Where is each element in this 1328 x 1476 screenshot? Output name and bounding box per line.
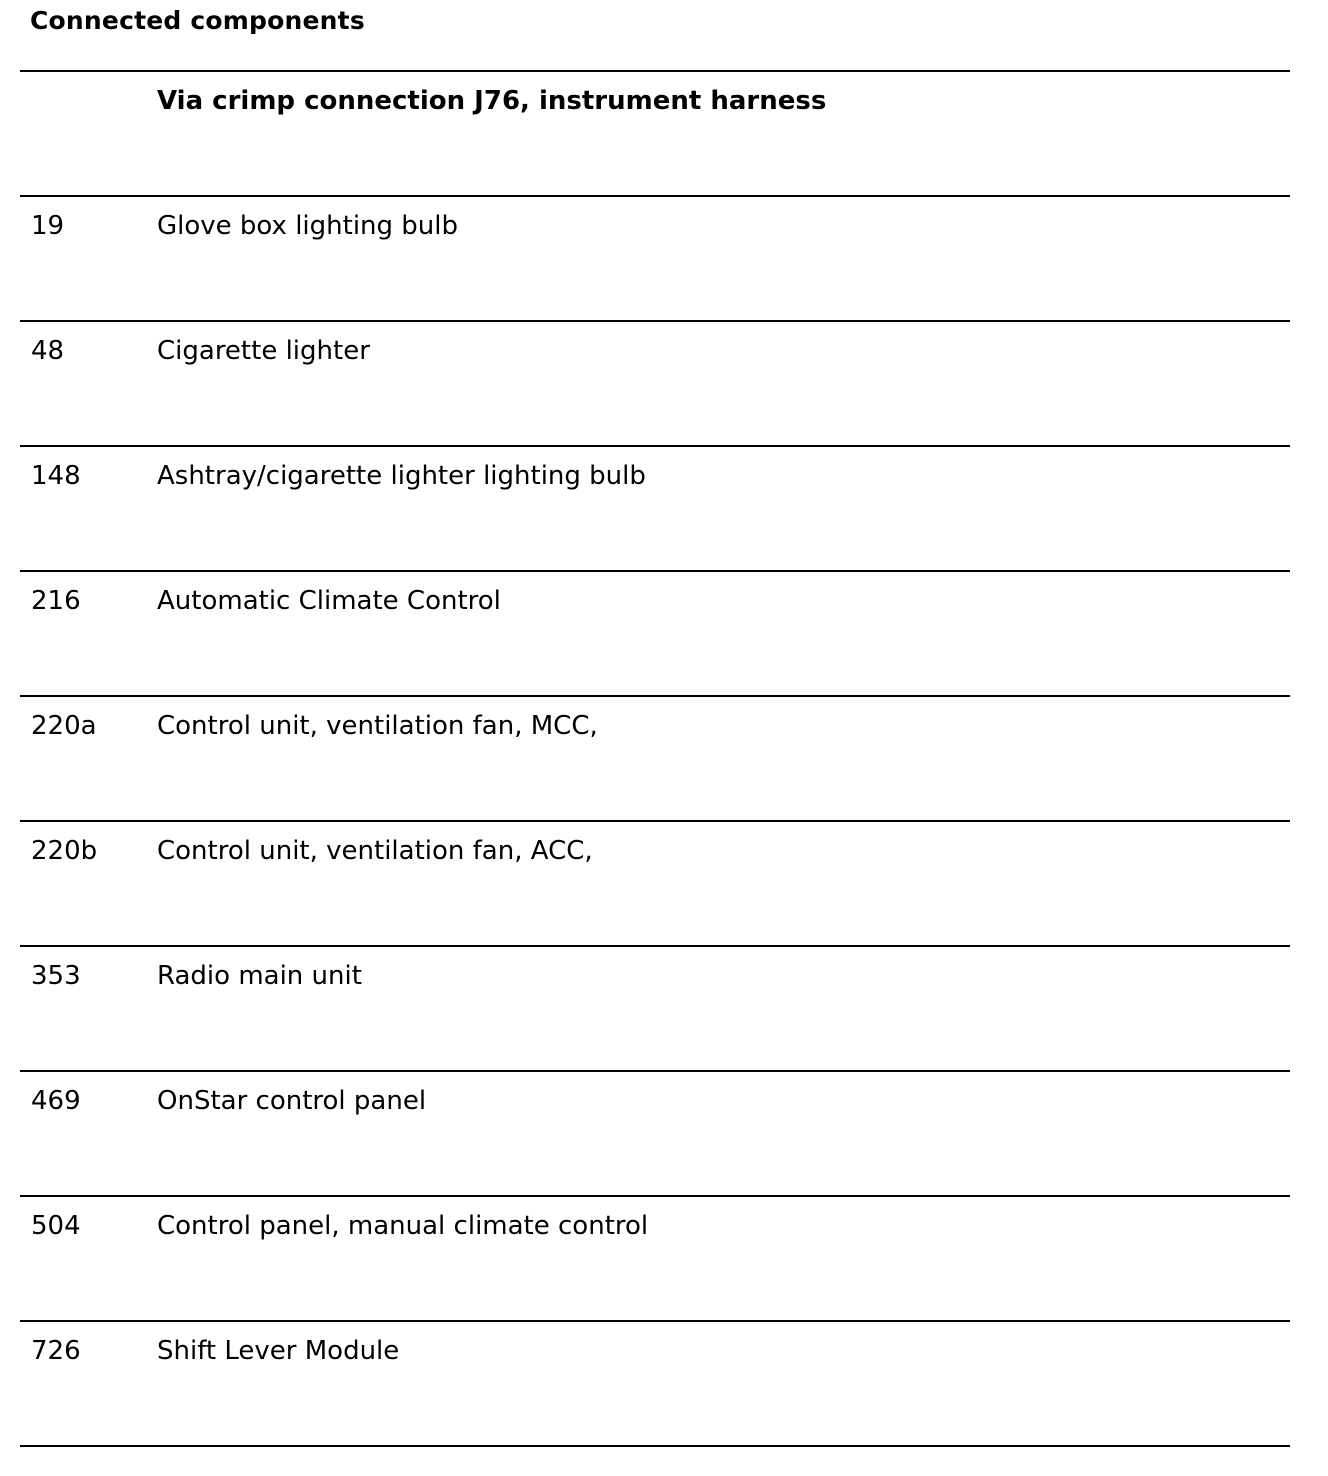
component-code: 469 [31, 1086, 81, 1116]
table-row [20, 445, 1290, 570]
table-row [20, 820, 1290, 945]
component-code: 220a [31, 711, 97, 741]
component-code: 220b [31, 836, 98, 866]
table-row [20, 1320, 1290, 1447]
component-description: Radio main unit [157, 961, 362, 991]
component-code: 353 [31, 961, 81, 991]
component-code: 148 [31, 461, 81, 491]
component-description: Ashtray/cigarette lighter lighting bulb [157, 461, 646, 491]
component-description: Shift Lever Module [157, 1336, 400, 1366]
component-description: Automatic Climate Control [157, 586, 501, 616]
component-description: Control unit, ventilation fan, ACC, [157, 836, 593, 866]
table-row [20, 320, 1290, 445]
header-description-cell: Via crimp connection J76, instrument harness [157, 86, 827, 116]
component-code: 48 [31, 336, 65, 366]
component-description: OnStar control panel [157, 1086, 427, 1116]
component-description: Glove box lighting bulb [157, 211, 458, 241]
page-title: Connected components [30, 6, 365, 35]
component-code: 216 [31, 586, 81, 616]
component-code: 726 [31, 1336, 81, 1366]
table-row [20, 1070, 1290, 1195]
component-code: 19 [31, 211, 65, 241]
table-header-row [20, 70, 1290, 195]
table-row [20, 695, 1290, 820]
table-row [20, 945, 1290, 1070]
components-table [20, 70, 1290, 1447]
table-row [20, 570, 1290, 695]
component-description: Control unit, ventilation fan, MCC, [157, 711, 598, 741]
component-description: Cigarette lighter [157, 336, 370, 366]
component-code: 504 [31, 1211, 81, 1241]
table-row [20, 1195, 1290, 1320]
component-description: Control panel, manual climate control [157, 1211, 649, 1241]
table-row [20, 195, 1290, 320]
